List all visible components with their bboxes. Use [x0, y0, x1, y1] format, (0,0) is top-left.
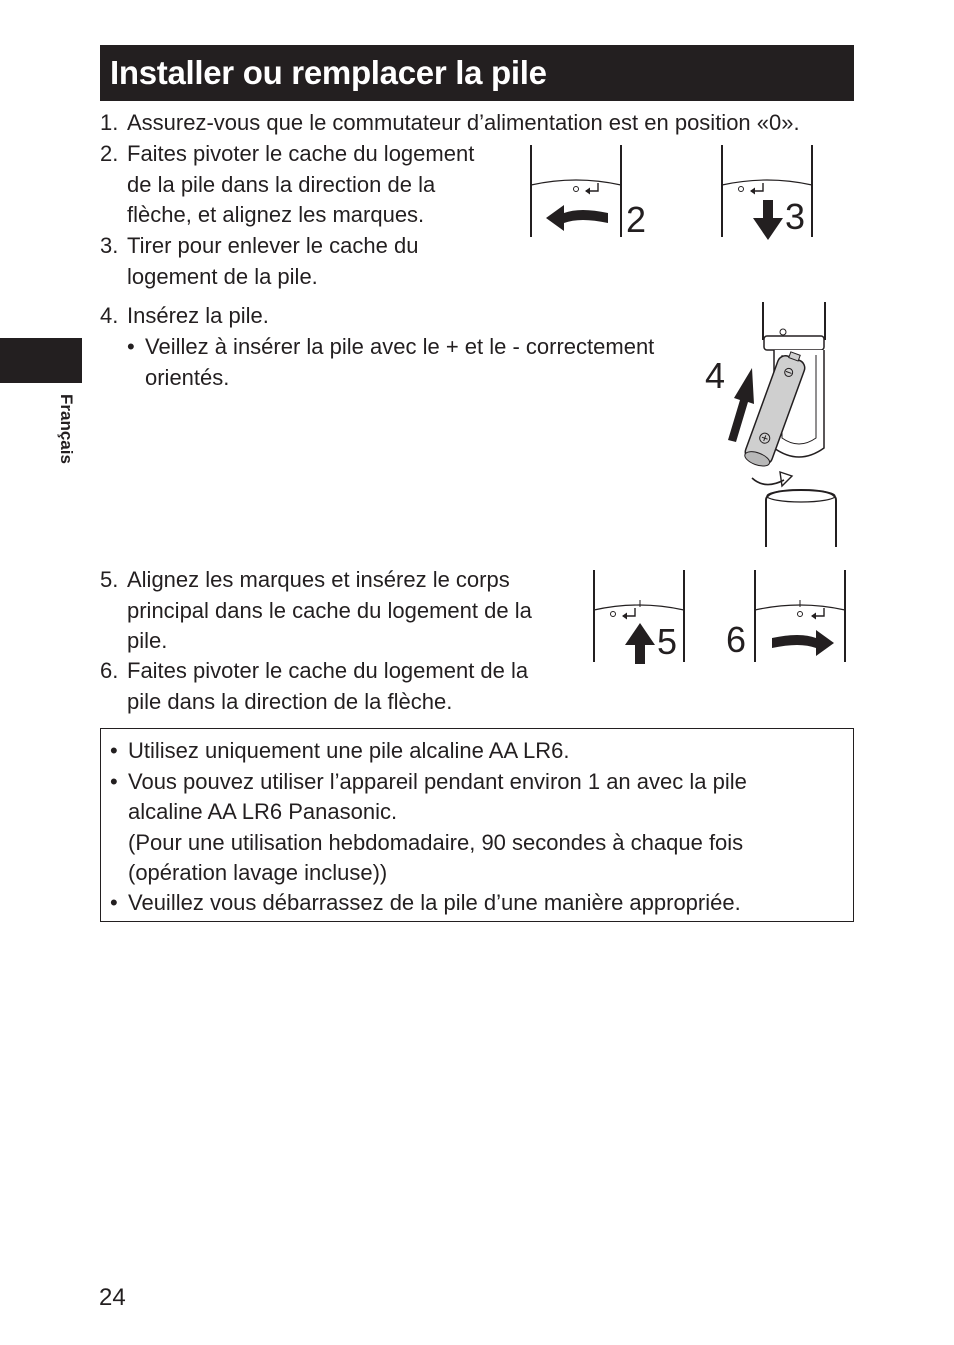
figure-step-5 — [591, 570, 691, 665]
note-text: (Pour une utilisation hebdomadaire, 90 secondes à chaque fois — [128, 829, 744, 855]
step-number: 3. — [100, 233, 119, 258]
step-number: 6. — [100, 658, 119, 683]
step-number: 1. — [100, 110, 119, 135]
step-number: 4. — [100, 303, 119, 328]
step-number: 5. — [100, 567, 119, 592]
page-number: 24 — [99, 1284, 126, 1311]
bullet-text: Veillez à insérer la pile avec le + et le - correctement — [145, 334, 655, 359]
step-text: de la pile dans la direction de la — [127, 171, 436, 197]
bullet: • — [110, 769, 118, 794]
notes-box — [100, 728, 854, 922]
note-text: Veuillez vous débarrassez de la pile d’une manière appropriée. — [128, 890, 741, 915]
figure-label-3: 3 — [785, 196, 806, 237]
figure-label-5: 5 — [657, 621, 678, 662]
figure-label-4: 4 — [705, 355, 726, 396]
page-title: Installer ou remplacer la pile — [110, 54, 547, 91]
note-text: (opération lavage incluse)) — [128, 860, 388, 886]
language-label — [56, 394, 76, 486]
figure-step-3 — [719, 145, 819, 240]
figure-label-6: 6 — [726, 619, 747, 660]
step-text: Tirer pour enlever le cache du — [127, 233, 419, 258]
bullet: • — [127, 334, 135, 359]
note-text: Utilisez uniquement une pile alcaline AA LR6. — [128, 738, 570, 763]
figure-label-2: 2 — [626, 199, 647, 240]
step-text: logement de la pile. — [127, 263, 318, 289]
language-tab — [0, 338, 82, 383]
bullet: • — [110, 738, 118, 763]
title-bar — [100, 45, 854, 101]
step-text: flèche, et alignez les marques. — [127, 202, 425, 228]
step-text: pile dans la direction de la flèche. — [127, 688, 453, 714]
bullet: • — [110, 890, 118, 915]
note-text: Vous pouvez utiliser l’appareil pendant environ 1 an avec la pile — [128, 769, 747, 794]
figure-step-6 — [720, 570, 850, 665]
step-text: Alignez les marques et insérez le corps — [127, 567, 510, 592]
figure-step-4 — [700, 300, 845, 550]
figure-step-2 — [528, 145, 658, 240]
step-text: Faites pivoter le cache du logement de la — [127, 658, 529, 683]
language-label-text: Français — [57, 394, 76, 464]
bullet-text: orientés. — [145, 364, 230, 390]
step-text: Assurez-vous que le commutateur d’alimentation est en position «0». — [127, 110, 800, 135]
step-text: principal dans le cache du logement de la — [127, 597, 532, 623]
note-text: alcaline AA LR6 Panasonic. — [128, 799, 398, 825]
step-number: 2. — [100, 141, 119, 166]
step-text: pile. — [127, 628, 168, 654]
step-text: Insérez la pile. — [127, 303, 269, 328]
step-text: Faites pivoter le cache du logement — [127, 141, 475, 166]
